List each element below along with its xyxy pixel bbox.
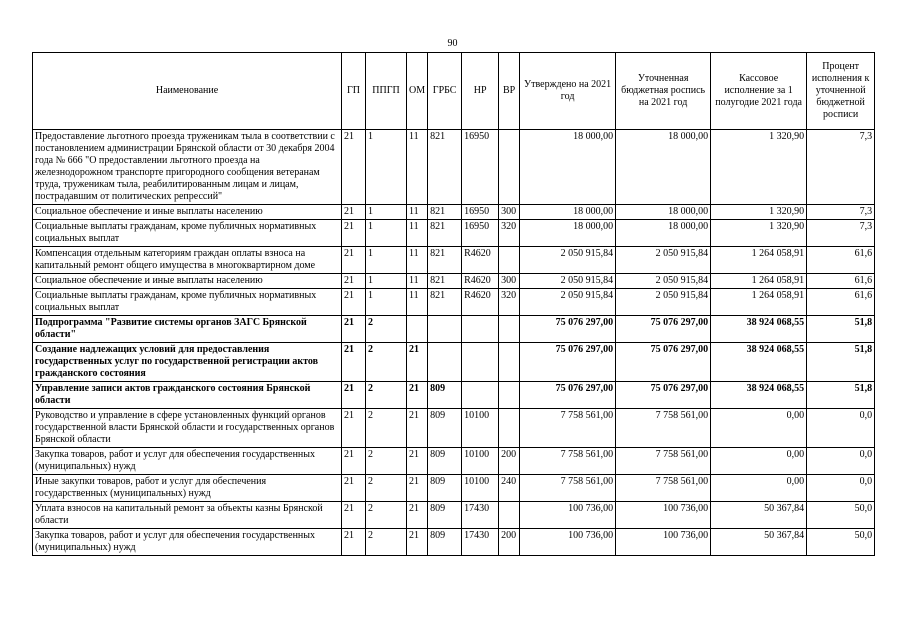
row-revised-cell: 7 758 561,00: [616, 448, 711, 475]
row-om-cell: 11: [407, 289, 428, 316]
row-cash-cell: 1 264 058,91: [711, 274, 807, 289]
row-om-cell: 21: [407, 502, 428, 529]
row-percent-cell: 61,6: [807, 289, 875, 316]
row-gp-cell: 21: [342, 316, 366, 343]
row-nr-cell: 16950: [462, 220, 499, 247]
row-om-cell: 21: [407, 529, 428, 556]
row-revised-cell: 2 050 915,84: [616, 274, 711, 289]
row-revised-cell: 2 050 915,84: [616, 247, 711, 274]
row-approved-cell: 75 076 297,00: [520, 316, 616, 343]
row-gp-cell: 21: [342, 382, 366, 409]
row-nr-cell: 16950: [462, 205, 499, 220]
row-revised-cell: 75 076 297,00: [616, 316, 711, 343]
row-gp-cell: 21: [342, 205, 366, 220]
row-name-cell: Социальные выплаты гражданам, кроме публичных нормативных социальных выплат: [33, 220, 342, 247]
page-number: 90: [447, 38, 458, 49]
row-cash-cell: 1 264 058,91: [711, 289, 807, 316]
row-om-cell: 11: [407, 220, 428, 247]
col-header-revised: Уточненная бюджетная роспись на 2021 год: [616, 53, 711, 130]
row-cash-cell: 38 924 068,55: [711, 316, 807, 343]
col-header-percent: Процент исполнения к уточненной бюджетной росписи: [807, 53, 875, 130]
row-ppgp-cell: 1: [366, 289, 407, 316]
row-gp-cell: 21: [342, 409, 366, 448]
row-vr-cell: 300: [499, 274, 520, 289]
col-header-gp: ГП: [342, 53, 366, 130]
row-cash-cell: 0,00: [711, 475, 807, 502]
row-ppgp-cell: 2: [366, 475, 407, 502]
row-approved-cell: 7 758 561,00: [520, 475, 616, 502]
row-om-cell: 11: [407, 130, 428, 205]
row-percent-cell: 51,8: [807, 316, 875, 343]
row-revised-cell: 18 000,00: [616, 220, 711, 247]
row-percent-cell: 61,6: [807, 247, 875, 274]
row-gp-cell: 21: [342, 247, 366, 274]
col-header-cash: Кассовое исполнение за 1 полугодие 2021 года: [711, 53, 807, 130]
row-nr-cell: 17430: [462, 502, 499, 529]
table-header-row: [33, 53, 875, 130]
row-name-cell: Социальное обеспечение и иные выплаты населению: [33, 205, 342, 220]
col-header-approved: Утверждено на 2021 год: [520, 53, 616, 130]
row-grbs-cell: 821: [428, 289, 462, 316]
row-revised-cell: 7 758 561,00: [616, 475, 711, 502]
row-approved-cell: 7 758 561,00: [520, 409, 616, 448]
row-om-cell: [407, 316, 428, 343]
row-grbs-cell: 809: [428, 475, 462, 502]
row-cash-cell: 0,00: [711, 409, 807, 448]
col-header-grbs: ГРБС: [428, 53, 462, 130]
row-percent-cell: 7,3: [807, 130, 875, 205]
row-vr-cell: 320: [499, 220, 520, 247]
row-percent-cell: 61,6: [807, 274, 875, 289]
row-nr-cell: [462, 343, 499, 382]
row-nr-cell: R4620: [462, 247, 499, 274]
table-row: [33, 247, 875, 274]
row-ppgp-cell: 2: [366, 382, 407, 409]
row-ppgp-cell: 2: [366, 502, 407, 529]
table-row: [33, 382, 875, 409]
row-grbs-cell: [428, 316, 462, 343]
row-vr-cell: [499, 502, 520, 529]
row-nr-cell: [462, 382, 499, 409]
row-gp-cell: 21: [342, 448, 366, 475]
row-revised-cell: 100 736,00: [616, 502, 711, 529]
row-grbs-cell: 821: [428, 247, 462, 274]
row-name-cell: Иные закупки товаров, работ и услуг для обеспечения государственных (муниципальных) нужд: [33, 475, 342, 502]
row-cash-cell: 0,00: [711, 448, 807, 475]
row-percent-cell: 0,0: [807, 475, 875, 502]
row-nr-cell: 10100: [462, 475, 499, 502]
table-row: [33, 205, 875, 220]
row-ppgp-cell: 2: [366, 409, 407, 448]
row-revised-cell: 18 000,00: [616, 130, 711, 205]
row-revised-cell: 18 000,00: [616, 205, 711, 220]
row-vr-cell: 200: [499, 529, 520, 556]
row-ppgp-cell: 2: [366, 529, 407, 556]
row-grbs-cell: 821: [428, 205, 462, 220]
budget-table: [32, 52, 875, 556]
row-name-cell: Подпрограмма "Развитие системы органов ЗАГС Брянской области": [33, 316, 342, 343]
row-percent-cell: 7,3: [807, 220, 875, 247]
row-approved-cell: 2 050 915,84: [520, 289, 616, 316]
row-percent-cell: 0,0: [807, 409, 875, 448]
row-gp-cell: 21: [342, 289, 366, 316]
row-grbs-cell: 809: [428, 448, 462, 475]
row-gp-cell: 21: [342, 220, 366, 247]
row-ppgp-cell: 1: [366, 220, 407, 247]
row-om-cell: 21: [407, 475, 428, 502]
row-cash-cell: 38 924 068,55: [711, 343, 807, 382]
row-nr-cell: 16950: [462, 130, 499, 205]
row-name-cell: Закупка товаров, работ и услуг для обеспечения государственных (муниципальных) нужд: [33, 529, 342, 556]
row-approved-cell: 75 076 297,00: [520, 343, 616, 382]
row-revised-cell: 7 758 561,00: [616, 409, 711, 448]
row-grbs-cell: 809: [428, 409, 462, 448]
row-cash-cell: 1 264 058,91: [711, 247, 807, 274]
row-approved-cell: 2 050 915,84: [520, 274, 616, 289]
row-om-cell: 11: [407, 205, 428, 220]
col-header-vr: ВР: [499, 53, 520, 130]
row-om-cell: 21: [407, 343, 428, 382]
row-cash-cell: 50 367,84: [711, 529, 807, 556]
row-approved-cell: 2 050 915,84: [520, 247, 616, 274]
row-vr-cell: 320: [499, 289, 520, 316]
table-row: [33, 448, 875, 475]
row-cash-cell: 1 320,90: [711, 220, 807, 247]
row-approved-cell: 7 758 561,00: [520, 448, 616, 475]
row-om-cell: 11: [407, 247, 428, 274]
row-grbs-cell: 809: [428, 529, 462, 556]
row-grbs-cell: 821: [428, 274, 462, 289]
row-nr-cell: [462, 316, 499, 343]
table-row: [33, 274, 875, 289]
row-om-cell: 21: [407, 409, 428, 448]
row-grbs-cell: 821: [428, 130, 462, 205]
row-gp-cell: 21: [342, 130, 366, 205]
row-ppgp-cell: 2: [366, 448, 407, 475]
row-approved-cell: 18 000,00: [520, 220, 616, 247]
row-approved-cell: 18 000,00: [520, 130, 616, 205]
row-ppgp-cell: 2: [366, 343, 407, 382]
row-vr-cell: 240: [499, 475, 520, 502]
table-body: [33, 130, 875, 556]
row-revised-cell: 100 736,00: [616, 529, 711, 556]
row-name-cell: Руководство и управление в сфере установленных функций органов государственной власти Брянской области и государственных органов Брянской области: [33, 409, 342, 448]
table-row: [33, 130, 875, 205]
row-om-cell: 21: [407, 382, 428, 409]
row-gp-cell: 21: [342, 274, 366, 289]
row-name-cell: Социальные выплаты гражданам, кроме публичных нормативных социальных выплат: [33, 289, 342, 316]
row-approved-cell: 18 000,00: [520, 205, 616, 220]
row-nr-cell: 10100: [462, 448, 499, 475]
row-gp-cell: 21: [342, 343, 366, 382]
col-header-name: Наименование: [33, 53, 342, 130]
row-percent-cell: 7,3: [807, 205, 875, 220]
row-om-cell: 11: [407, 274, 428, 289]
table-row: [33, 220, 875, 247]
row-cash-cell: 50 367,84: [711, 502, 807, 529]
row-percent-cell: 50,0: [807, 502, 875, 529]
row-name-cell: Компенсация отдельным категориям граждан оплаты взноса на капитальный ремонт общего имущества в многоквартирном доме: [33, 247, 342, 274]
row-revised-cell: 2 050 915,84: [616, 289, 711, 316]
row-ppgp-cell: 1: [366, 205, 407, 220]
row-percent-cell: 51,8: [807, 343, 875, 382]
row-approved-cell: 100 736,00: [520, 529, 616, 556]
row-approved-cell: 100 736,00: [520, 502, 616, 529]
row-vr-cell: [499, 343, 520, 382]
row-nr-cell: 10100: [462, 409, 499, 448]
col-header-om: ОМ: [407, 53, 428, 130]
row-ppgp-cell: 1: [366, 130, 407, 205]
row-vr-cell: 200: [499, 448, 520, 475]
table-row: [33, 343, 875, 382]
row-percent-cell: 50,0: [807, 529, 875, 556]
row-om-cell: 21: [407, 448, 428, 475]
row-gp-cell: 21: [342, 502, 366, 529]
row-name-cell: Уплата взносов на капитальный ремонт за объекты казны Брянской области: [33, 502, 342, 529]
col-header-nr: НР: [462, 53, 499, 130]
row-ppgp-cell: 1: [366, 274, 407, 289]
row-gp-cell: 21: [342, 529, 366, 556]
row-name-cell: Закупка товаров, работ и услуг для обеспечения государственных (муниципальных) нужд: [33, 448, 342, 475]
col-header-ppgp: ППГП: [366, 53, 407, 130]
row-nr-cell: R4620: [462, 274, 499, 289]
table-row: [33, 475, 875, 502]
table-row: [33, 502, 875, 529]
row-revised-cell: 75 076 297,00: [616, 382, 711, 409]
row-vr-cell: [499, 247, 520, 274]
row-nr-cell: R4620: [462, 289, 499, 316]
row-nr-cell: 17430: [462, 529, 499, 556]
row-name-cell: Предоставление льготного проезда труженикам тыла в соответствии с постановлением администрации Брянской области от 30 декабря 2004 года № 666 "О предоставлении льготного проезда на железнодорожном транспорте пригородного сообщения ветеранам труда, труженикам тыла, реабилитированным лицам и лицам, пострадавшим от политических репрессий": [33, 130, 342, 205]
table-row: [33, 529, 875, 556]
row-grbs-cell: 821: [428, 220, 462, 247]
row-cash-cell: 1 320,90: [711, 205, 807, 220]
row-name-cell: Социальное обеспечение и иные выплаты населению: [33, 274, 342, 289]
row-vr-cell: [499, 409, 520, 448]
row-cash-cell: 1 320,90: [711, 130, 807, 205]
table-row: [33, 409, 875, 448]
table-row: [33, 289, 875, 316]
row-vr-cell: [499, 130, 520, 205]
row-cash-cell: 38 924 068,55: [711, 382, 807, 409]
row-ppgp-cell: 2: [366, 316, 407, 343]
row-name-cell: Управление записи актов гражданского состояния Брянской области: [33, 382, 342, 409]
row-vr-cell: [499, 316, 520, 343]
row-approved-cell: 75 076 297,00: [520, 382, 616, 409]
row-vr-cell: 300: [499, 205, 520, 220]
table-row: [33, 316, 875, 343]
row-ppgp-cell: 1: [366, 247, 407, 274]
row-percent-cell: 0,0: [807, 448, 875, 475]
row-revised-cell: 75 076 297,00: [616, 343, 711, 382]
row-grbs-cell: [428, 343, 462, 382]
row-vr-cell: [499, 382, 520, 409]
row-gp-cell: 21: [342, 475, 366, 502]
row-grbs-cell: 809: [428, 382, 462, 409]
row-name-cell: Создание надлежащих условий для предоставления государственных услуг по государственной регистрации актов гражданского состояния: [33, 343, 342, 382]
row-grbs-cell: 809: [428, 502, 462, 529]
row-percent-cell: 51,8: [807, 382, 875, 409]
